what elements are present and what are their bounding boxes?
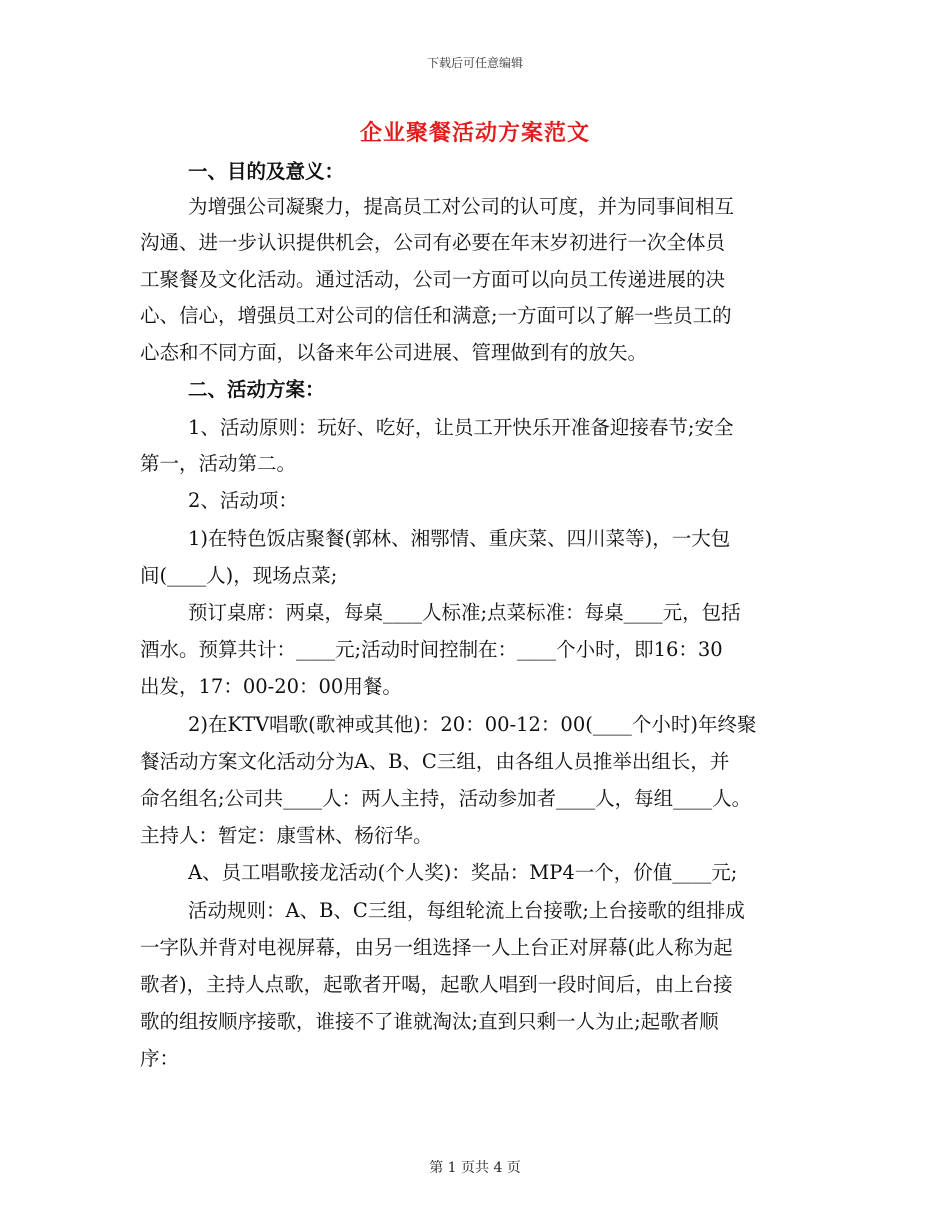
paragraph-line: 出发，17：00-20：00用餐。 — [140, 675, 402, 698]
document-title: 企业聚餐活动方案范文 — [359, 120, 590, 146]
header-note: 下载后可任意编辑 — [426, 56, 523, 70]
paragraph-line: 2)在KTV唱歌(歌神或其他)：20：00-12：00(____个小时)年终聚 — [188, 713, 757, 736]
paragraph-line: 1、活动原则：玩好、吃好，让员工开快乐开准备迎接春节;安全 — [188, 416, 734, 439]
paragraph-line: 活动规则：A、B、C三组，每组轮流上台接歌;上台接歌的组排成 — [188, 899, 745, 922]
paragraph-line: 歌者)，主持人点歌，起歌者开喝，起歌人唱到一段时间后，由上台接 — [140, 973, 733, 996]
paragraph-line: 为增强公司凝聚力，提高员工对公司的认可度，并为同事间相互 — [188, 195, 735, 218]
paragraph-line: 心态和不同方面，以备来年公司进展、管理做到有的放矢。 — [140, 341, 648, 364]
paragraph-line: 一字队并背对电视屏幕，由另一组选择一人上台正对屏幕(此人称为起 — [140, 936, 733, 959]
paragraph-line: 餐活动方案文化活动分为A、B、C三组，由各组人员推举出组长，并 — [140, 750, 730, 773]
paragraph-line: 序： — [140, 1047, 180, 1070]
paragraph-line: 预订桌席：两桌，每桌____人标准;点菜标准：每桌____元，包括 — [188, 601, 741, 624]
paragraph-line: 歌的组按顺序接歌，谁接不了谁就淘汰;直到只剩一人为止;起歌者顺 — [140, 1010, 719, 1033]
paragraph-line: 心、信心，增强员工对公司的信任和满意;一方面可以了解一些员工的 — [140, 304, 732, 327]
paragraph-line: 主持人：暂定：康雪林、杨衍华。 — [140, 824, 433, 847]
paragraph-line: 酒水。预算共计：____元;活动时间控制在：____个小时，即16：30 — [140, 638, 723, 661]
paragraph-line: 1)在特色饭店聚餐(郭林、湘鄂情、重庆菜、四川菜等)，一大包 — [188, 527, 731, 550]
paragraph-line: 第一，活动第二。 — [140, 452, 297, 475]
paragraph-line: 2、活动项： — [188, 489, 298, 512]
paragraph-line: 命名组名;公司共____人：两人主持，活动参加者____人，每组____人。 — [140, 787, 752, 810]
paragraph-line: A、员工唱歌接龙活动(个人奖)：奖品：MP4一个，价值____元; — [188, 861, 738, 884]
page-number: 第 1 页共 4 页 — [429, 1160, 521, 1176]
section-heading-purpose: 一、目的及意义： — [188, 160, 345, 183]
paragraph-line: 间(____人)，现场点菜; — [140, 564, 338, 587]
paragraph-line: 工聚餐及文化活动。通过活动，公司一方面可以向员工传递进展的决 — [140, 268, 726, 291]
section-heading-plan: 二、活动方案： — [188, 378, 325, 401]
paragraph-line: 沟通、进一步认识提供机会，公司有必要在年末岁初进行一次全体员 — [140, 231, 726, 254]
